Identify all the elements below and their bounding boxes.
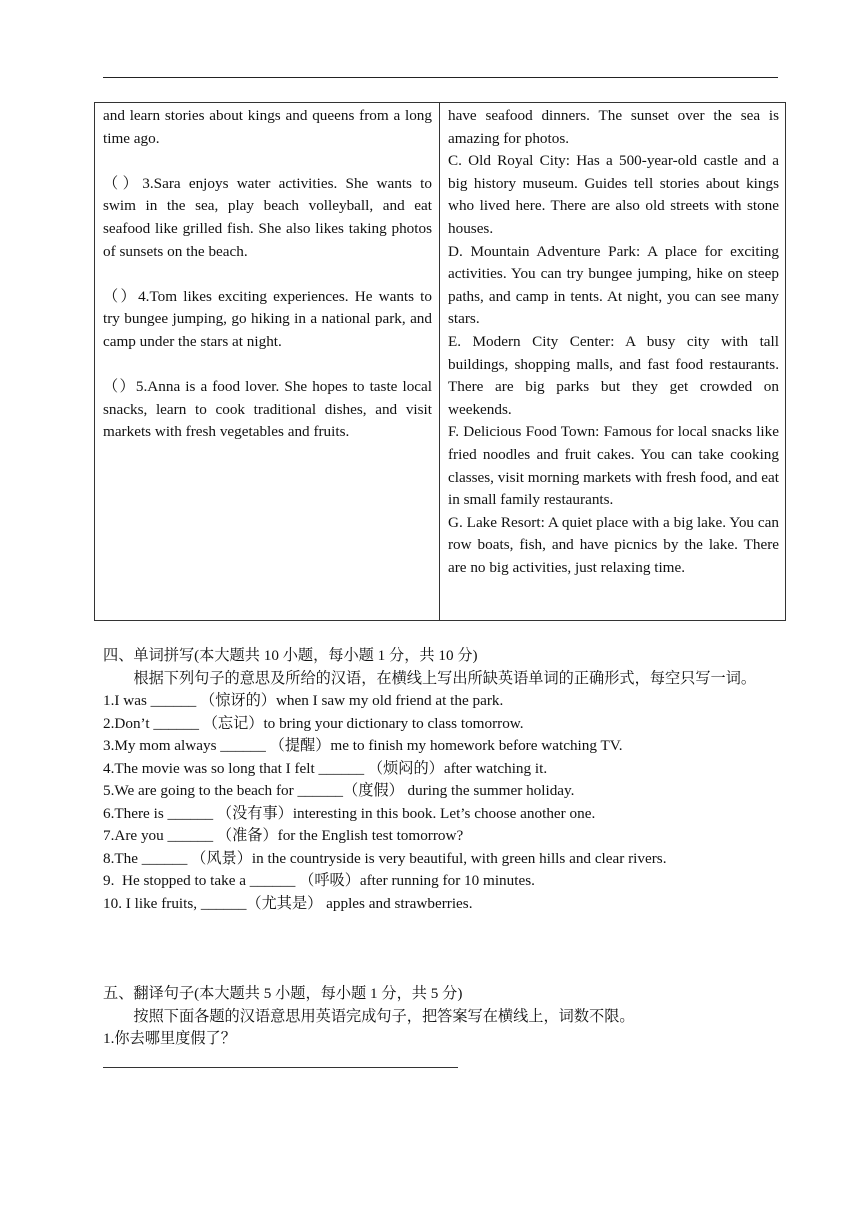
matching-table xyxy=(94,102,786,621)
right-cell-paragraph: have seafood dinners. The sunset over the sea is amazing for photos. xyxy=(448,107,779,147)
option-e: E. Modern City Center: A busy city with tall buildings, shopping malls, and fast food restaurants. There are big parks but they get crowded on weekends. xyxy=(448,332,779,418)
spelling-question-9: 9. He stopped to take a ______ （呼吸）after running for 10 minutes. xyxy=(103,872,535,889)
left-cell-paragraph: and learn stories about kings and queens from a long time ago. xyxy=(103,107,432,147)
option-d: D. Mountain Adventure Park: A place for exciting activities. You can try bungee jumping, hike on steep paths, and camp in tents. At night, you can see many stars. xyxy=(448,242,779,328)
spelling-question-1: 1.I was ______ （惊讶的）when I saw my old friend at the park. xyxy=(103,692,504,709)
section-4-title: 四、单词拼写(本大题共 10 小题，每小题 1 分，共 10 分) xyxy=(103,647,478,664)
question-4: （）4.Tom likes exciting experiences. He wants to try bungee jumping, go hiking in a national park, and camp under the stars at night. xyxy=(103,287,432,350)
option-g: G. Lake Resort: A quiet place with a big lake. You can row boats, fish, and have picnics by the lake. There are no big activities, just relaxing time. xyxy=(448,513,779,576)
translation-question-1: 1.你去哪里度假了？ xyxy=(103,1030,236,1047)
people-column xyxy=(95,103,440,620)
spelling-question-4: 4.The movie was so long that I felt ______ （烦闷的）after watching it. xyxy=(103,759,548,777)
spelling-question-5: 5.We are going to the beach for ______（度假） during the summer holiday. xyxy=(103,782,575,799)
option-f: F. Delicious Food Town: Famous for local snacks like fried noodles and fruit cakes. You can take cooking classes, visit morning markets with fresh food, and eat in small family restaurants. xyxy=(448,423,779,509)
section-4-instruction: 根据下列句子的意思及所给的汉语，在横线上写出所缺英语单词的正确形式，每空只写一词。 xyxy=(133,669,757,687)
question-5: （）5.Anna is a food lover. She hopes to taste local snacks, learn to cook traditional dishes, and visit markets with fresh vegetables and fruits. xyxy=(103,378,432,441)
question-3: （）3.Sara enjoys water activities. She wants to swim in the sea, play beach volleyball, and eat seafood like grilled fish. She also likes taking photos of sunsets on the beach. xyxy=(103,174,432,260)
header-rule xyxy=(103,77,778,78)
spelling-question-7: 7.Are you ______ （准备）for the English test tomorrow? xyxy=(103,827,464,844)
spelling-question-6: 6.There is ______ （没有事）interesting in this book. Let’s choose another one. xyxy=(103,804,596,822)
word-spelling-section xyxy=(103,645,783,915)
section-5-title: 五、翻译句子(本大题共 5 小题，每小题 1 分，共 5 分) xyxy=(103,985,463,1002)
spelling-question-3: 3.My mom always ______ （提醒）me to finish my homework before watching TV. xyxy=(103,737,623,754)
option-c: C. Old Royal City: Has a 500-year-old castle and a big history museum. Guides tell stories about kings who lived here. There are also old streets with stone houses. xyxy=(448,152,779,237)
spelling-question-2: 2.Don’t ______ （忘记）to bring your dictionary to class tomorrow. xyxy=(103,714,524,732)
spelling-question-8: 8.The ______ （风景）in the countryside is very beautiful, with green hills and clear rivers. xyxy=(103,849,667,867)
answer-blank-line xyxy=(103,1067,458,1068)
section-5-instruction: 按照下面各题的汉语意思用英语完成句子，把答案写在横线上，词数不限。 xyxy=(133,1007,635,1025)
spelling-question-10: 10. I like fruits, ______（尤其是） apples and strawberries. xyxy=(103,894,473,912)
translation-section xyxy=(103,983,783,1068)
places-column xyxy=(440,103,785,620)
